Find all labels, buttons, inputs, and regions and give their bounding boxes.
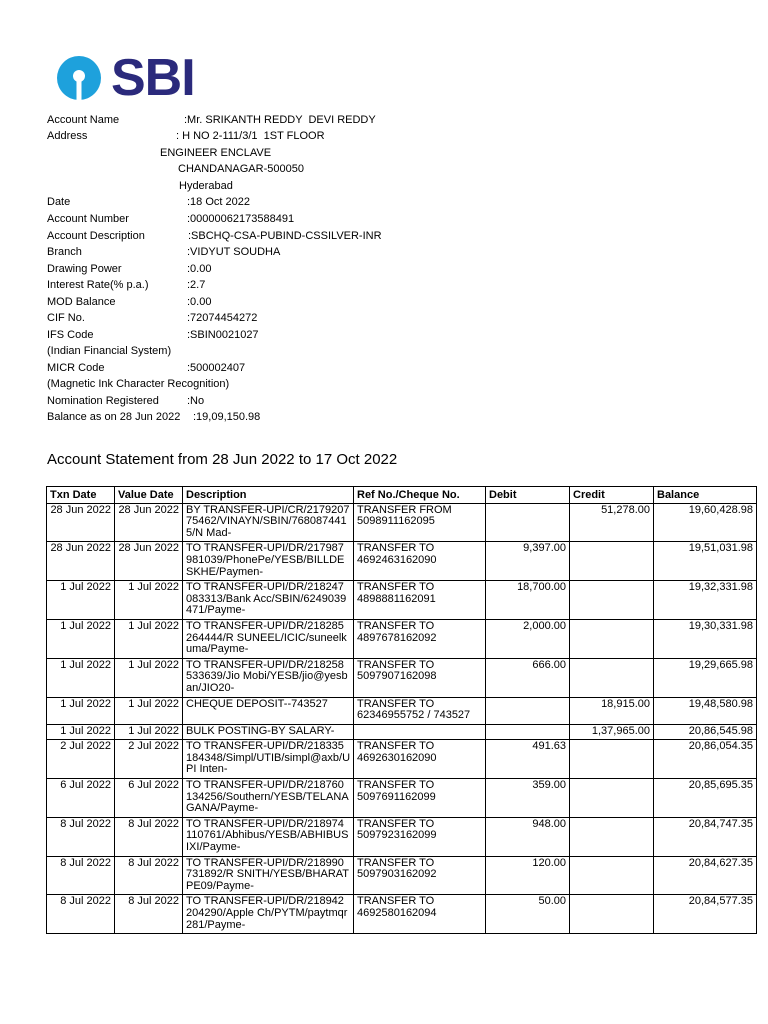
header-value-date: Value Date [115, 487, 183, 504]
cell-txn-date: 6 Jul 2022 [47, 779, 115, 818]
cell-debit: 50.00 [486, 895, 570, 934]
statement-title: Account Statement from 28 Jun 2022 to 17 Oct 2022 [47, 451, 398, 468]
cell-value-date: 1 Jul 2022 [115, 619, 183, 658]
address-label: Address [47, 130, 88, 142]
cell-ref-no: TRANSFER TO 5097907162098 [354, 658, 486, 697]
nomination-label: Nomination Registered [47, 395, 159, 407]
cell-ref-no: TRANSFER TO 4898881162091 [354, 581, 486, 620]
transactions-table [46, 486, 757, 934]
cell-credit: 51,278.00 [570, 503, 654, 542]
opening-balance-value: :19,09,150.98 [193, 411, 261, 423]
table-row [47, 895, 757, 934]
cell-ref-no: TRANSFER FROM 5098911162095 [354, 503, 486, 542]
header-balance: Balance [654, 487, 757, 504]
cell-credit [570, 542, 654, 581]
cell-credit [570, 817, 654, 856]
cell-value-date: 8 Jul 2022 [115, 817, 183, 856]
cell-debit: 2,000.00 [486, 619, 570, 658]
interest-rate-value: :2.7 [187, 279, 206, 291]
cell-balance: 20,84,577.35 [654, 895, 757, 934]
cell-credit [570, 619, 654, 658]
cell-balance: 20,86,545.98 [654, 724, 757, 740]
account-number-label: Account Number [47, 213, 129, 225]
cell-credit [570, 740, 654, 779]
cell-value-date: 1 Jul 2022 [115, 697, 183, 724]
cell-credit [570, 658, 654, 697]
cell-balance: 19,48,580.98 [654, 697, 757, 724]
cell-value-date: 1 Jul 2022 [115, 724, 183, 740]
cell-value-date: 28 Jun 2022 [115, 542, 183, 581]
cell-balance: 20,84,627.35 [654, 856, 757, 895]
cell-txn-date: 2 Jul 2022 [47, 740, 115, 779]
cell-debit: 948.00 [486, 817, 570, 856]
header-credit: Credit [570, 487, 654, 504]
cell-credit [570, 779, 654, 818]
cell-ref-no: TRANSFER TO 5097903162092 [354, 856, 486, 895]
interest-rate-label: Interest Rate(% p.a.) [47, 279, 149, 291]
cell-description: CHEQUE DEPOSIT--743527 [183, 697, 354, 724]
cell-description: TO TRANSFER-UPI/DR/218990731892/R SNITH/YESB/BHARATPE09/Payme- [183, 856, 354, 895]
header-txn-date: Txn Date [47, 487, 115, 504]
cell-credit [570, 895, 654, 934]
opening-balance-label: Balance as on 28 Jun 2022 [47, 411, 181, 423]
cell-ref-no: TRANSFER TO 4692630162090 [354, 740, 486, 779]
cell-description: TO TRANSFER-UPI/DR/218942204290/Apple Ch/PYTM/paytmqr281/Payme- [183, 895, 354, 934]
cell-value-date: 8 Jul 2022 [115, 856, 183, 895]
cell-value-date: 1 Jul 2022 [115, 658, 183, 697]
cell-balance: 19,29,665.98 [654, 658, 757, 697]
drawing-power-value: :0.00 [187, 263, 212, 275]
cell-balance: 20,85,695.35 [654, 779, 757, 818]
drawing-power-label: Drawing Power [47, 263, 122, 275]
cell-ref-no: TRANSFER TO 62346955752 / 743527 [354, 697, 486, 724]
branch-label: Branch [47, 246, 82, 258]
cell-txn-date: 1 Jul 2022 [47, 619, 115, 658]
cell-description: TO TRANSFER-UPI/DR/218760134256/Southern/YESB/TELANAGANA/Payme- [183, 779, 354, 818]
cell-credit [570, 856, 654, 895]
cell-txn-date: 8 Jul 2022 [47, 895, 115, 934]
mod-balance-value: :0.00 [187, 296, 212, 308]
cell-ref-no [354, 724, 486, 740]
cell-debit: 666.00 [486, 658, 570, 697]
cell-txn-date: 1 Jul 2022 [47, 724, 115, 740]
mod-balance-label: MOD Balance [47, 296, 116, 308]
micr-code-label: MICR Code [47, 362, 105, 374]
cell-txn-date: 28 Jun 2022 [47, 503, 115, 542]
cell-debit: 9,397.00 [486, 542, 570, 581]
address-line-1: : H NO 2-111/3/1 1ST FLOOR [176, 130, 325, 142]
cell-description: BULK POSTING-BY SALARY- [183, 724, 354, 740]
cell-txn-date: 28 Jun 2022 [47, 542, 115, 581]
table-row [47, 740, 757, 779]
nomination-value: :No [187, 395, 205, 407]
ifs-code-value: :SBIN0021027 [187, 329, 259, 341]
cell-description: TO TRANSFER-UPI/DR/218335184348/Simpl/UTIB/simpl@axb/UPI Inten- [183, 740, 354, 779]
cell-txn-date: 8 Jul 2022 [47, 856, 115, 895]
cell-credit: 18,915.00 [570, 697, 654, 724]
cell-ref-no: TRANSFER TO 4897678162092 [354, 619, 486, 658]
address-line-3: CHANDANAGAR-500050 [178, 163, 304, 175]
cell-txn-date: 8 Jul 2022 [47, 817, 115, 856]
table-row [47, 697, 757, 724]
cif-value: :72074454272 [187, 312, 258, 324]
cell-ref-no: TRANSFER TO 4692580162094 [354, 895, 486, 934]
micr-note: (Magnetic Ink Character Recognition) [47, 378, 230, 390]
branch-value: :VIDYUT SOUDHA [187, 246, 281, 258]
cell-debit: 120.00 [486, 856, 570, 895]
table-row [47, 724, 757, 740]
cell-txn-date: 1 Jul 2022 [47, 697, 115, 724]
cell-description: TO TRANSFER-UPI/DR/218285264444/R SUNEEL/ICIC/suneelkuma/Payme- [183, 619, 354, 658]
cell-ref-no: TRANSFER TO 4692463162090 [354, 542, 486, 581]
account-description-value: :SBCHQ-CSA-PUBIND-CSSILVER-INR [188, 230, 382, 242]
header-debit: Debit [486, 487, 570, 504]
cell-value-date: 28 Jun 2022 [115, 503, 183, 542]
cell-balance: 20,84,747.35 [654, 817, 757, 856]
cell-ref-no: TRANSFER TO 5097923162099 [354, 817, 486, 856]
header-ref-no: Ref No./Cheque No. [354, 487, 486, 504]
sbi-keyhole-icon [55, 54, 103, 102]
cell-credit: 1,37,965.00 [570, 724, 654, 740]
cell-description: TO TRANSFER-UPI/DR/218974110761/Abhibus/YESB/ABHIBUSIXI/Payme- [183, 817, 354, 856]
cell-balance: 20,86,054.35 [654, 740, 757, 779]
cell-description: BY TRANSFER-UPI/CR/217920775462/VINAYN/SBIN/7680874415/N Mad- [183, 503, 354, 542]
ifs-note: (Indian Financial System) [47, 345, 172, 357]
date-label: Date [47, 196, 71, 208]
cell-txn-date: 1 Jul 2022 [47, 581, 115, 620]
sbi-logo-text: SBI [111, 49, 195, 107]
cell-debit: 359.00 [486, 779, 570, 818]
cell-debit [486, 503, 570, 542]
table-row [47, 817, 757, 856]
address-line-4: Hyderabad [179, 180, 233, 192]
cell-balance: 19,60,428.98 [654, 503, 757, 542]
cell-value-date: 2 Jul 2022 [115, 740, 183, 779]
table-row [47, 779, 757, 818]
micr-code-value: :500002407 [187, 362, 246, 374]
address-line-2: ENGINEER ENCLAVE [160, 147, 272, 159]
header-description: Description [183, 487, 354, 504]
sbi-logo [55, 49, 195, 107]
account-name-value: :Mr. SRIKANTH REDDY DEVI REDDY [184, 114, 376, 126]
cell-balance: 19,51,031.98 [654, 542, 757, 581]
table-row [47, 658, 757, 697]
cell-description: TO TRANSFER-UPI/DR/218258533639/Jio Mobi/YESB/jio@yesban/JIO20- [183, 658, 354, 697]
cell-debit: 491.63 [486, 740, 570, 779]
cell-description: TO TRANSFER-UPI/DR/218247083313/Bank Acc/SBIN/6249039471/Payme- [183, 581, 354, 620]
account-number-value: :00000062173588491 [187, 213, 295, 225]
account-description-label: Account Description [47, 230, 145, 242]
date-value: :18 Oct 2022 [187, 196, 250, 208]
table-row [47, 856, 757, 895]
cif-label: CIF No. [47, 312, 85, 324]
cell-ref-no: TRANSFER TO 5097691162099 [354, 779, 486, 818]
table-header-row [47, 487, 757, 504]
cell-txn-date: 1 Jul 2022 [47, 658, 115, 697]
cell-value-date: 6 Jul 2022 [115, 779, 183, 818]
cell-debit: 18,700.00 [486, 581, 570, 620]
cell-debit [486, 697, 570, 724]
account-name-label: Account Name [47, 114, 120, 126]
cell-balance: 19,30,331.98 [654, 619, 757, 658]
cell-balance: 19,32,331.98 [654, 581, 757, 620]
table-row [47, 619, 757, 658]
cell-debit [486, 724, 570, 740]
table-row [47, 542, 757, 581]
cell-value-date: 8 Jul 2022 [115, 895, 183, 934]
cell-value-date: 1 Jul 2022 [115, 581, 183, 620]
ifs-code-label: IFS Code [47, 329, 94, 341]
cell-credit [570, 581, 654, 620]
table-row [47, 581, 757, 620]
cell-description: TO TRANSFER-UPI/DR/217987981039/PhonePe/YESB/BILLDESKHE/Paymen- [183, 542, 354, 581]
table-row [47, 503, 757, 542]
